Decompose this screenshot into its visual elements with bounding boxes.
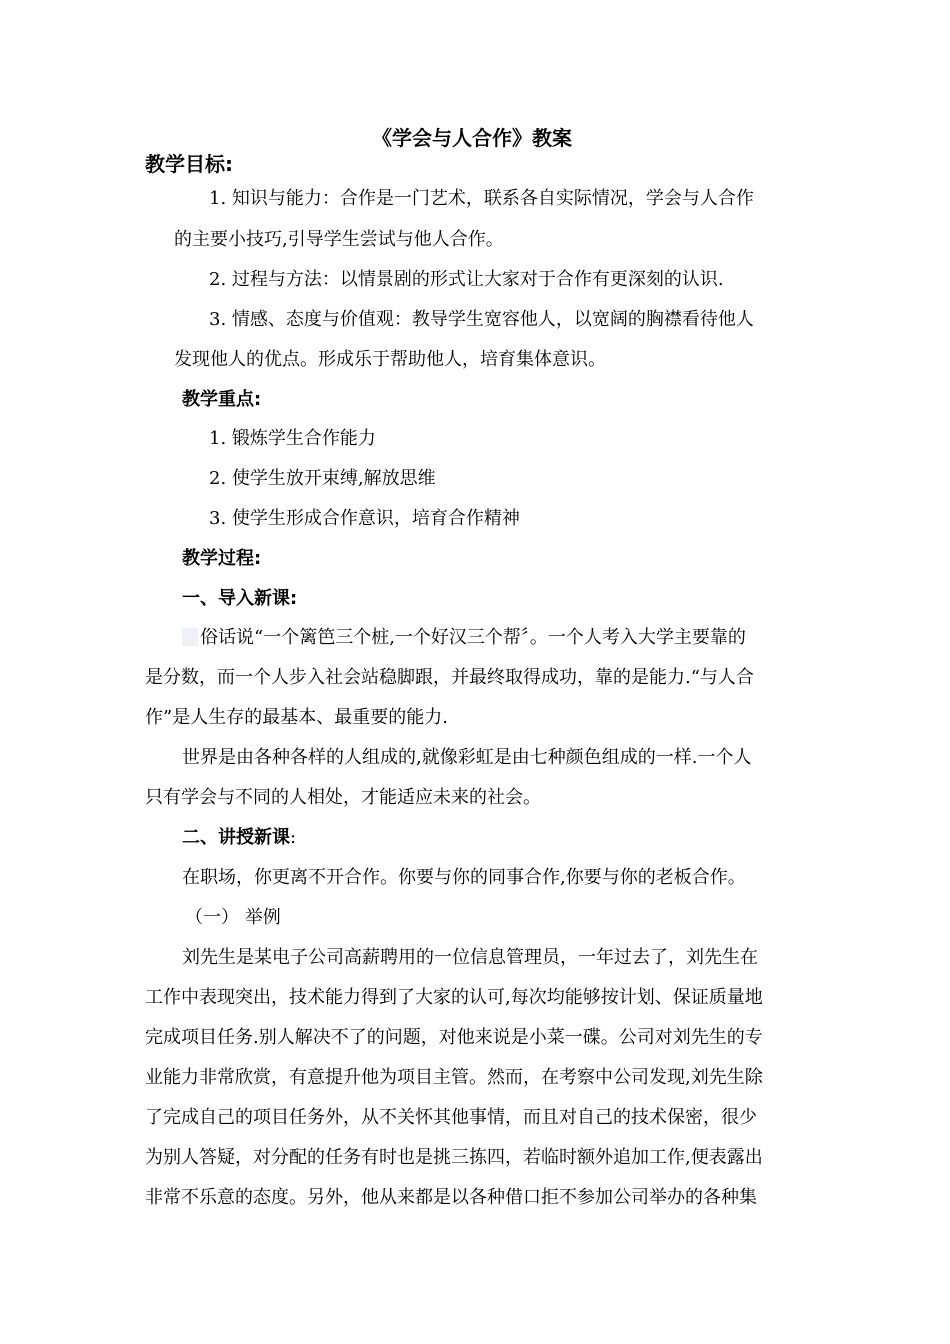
process-heading: 教学过程: [182, 548, 262, 569]
section-1-paragraph-2-line-1: 世界是由各种各样的人组成的,就像彩虹是由七种颜色组成的一样.一个人 [182, 747, 752, 768]
section-1-paragraph-1-line-3: 作”是人生存的最基本、最重要的能力. [145, 707, 448, 728]
section-2-paragraph-2-line: 了完成自己的项目任务外，从不关怀其他事情，而且对自己的技术保密，很少 [145, 1107, 757, 1128]
section-1-paragraph-1-line-2: 是分数，而一个人步入社会站稳脚跟，并最终取得成功，靠的是能力.“与人合 [145, 667, 754, 688]
section-2-heading: 二、讲授新课 [182, 827, 290, 848]
objectives-heading: 教学目标: [145, 152, 233, 176]
section-2-heading-line [182, 826, 296, 850]
key-point-item: 3. 使学生形成合作意识，培育合作精神 [209, 508, 520, 529]
section-1-paragraph-1-line-1 [182, 626, 746, 650]
key-point-item: 1. 锻炼学生合作能力 [209, 428, 376, 449]
section-2-paragraph-2-line: 完成项目任务.别人解决不了的问题，对他来说是小菜一碟。公司对刘先生的专 [145, 1027, 763, 1048]
objective-item-1-line-2: 的主要小技巧,引导学生尝试与他人合作。 [174, 229, 504, 250]
objective-item-1-line-1: 1. 知识与能力：合作是一门艺术，联系各自实际情况，学会与人合作 [209, 188, 754, 209]
key-points-heading: 教学重点: [182, 389, 262, 410]
objective-item-3-line-2: 发现他人的优点。形成乐于帮助他人，培育集体意识。 [174, 349, 606, 370]
document-title: 《学会与人合作》教案 [372, 126, 572, 150]
section-2-subheading: （一） 举例 [185, 907, 281, 928]
section-1-paragraph-2-line-2: 只有学会与不同的人相处，才能适应未来的社会。 [145, 787, 541, 808]
section-2-paragraph-2-line: 非常不乐意的态度。另外，他从来都是以各种借口拒不参加公司举办的各种集 [145, 1187, 757, 1208]
key-point-item: 2. 使学生放开束缚,解放思维 [209, 468, 436, 489]
section-2-paragraph-2-line: 业能力非常欣赏，有意提升他为项目主管。然而，在考察中公司发现,刘先生除 [145, 1067, 763, 1088]
objective-item-3-line-1: 3. 情感、态度与价值观：教导学生宽容他人，以宽阔的胸襟看待他人 [209, 309, 754, 330]
section-2-paragraph-2-line: 工作中表现突出，技术能力得到了大家的认可,每次均能够按计划、保证质量地 [145, 987, 763, 1008]
section-2-paragraph-2-line: 为别人答疑，对分配的任务有时也是挑三拣四，若临时额外追加工作,便表露出 [145, 1147, 763, 1168]
section-2-heading-colon: : [290, 827, 297, 848]
section-1-heading: 一、导入新课: [182, 588, 298, 609]
objective-item-2: 2. 过程与方法：以情景剧的形式让大家对于合作有更深刻的认识. [209, 269, 724, 290]
section-2-paragraph-2-line: 刘先生是某电子公司高薪聘用的一位信息管理员，一年过去了，刘先生在 [182, 947, 758, 968]
paragraph-anchor-marker [182, 628, 198, 646]
section-1-paragraph-1-text: 俗话说“一个篱笆三个桩,一个好汉三个帮〞。一个人考入大学主要靠的 [200, 627, 746, 648]
section-2-paragraph-1: 在职场，你更离不开合作。你要与你的同事合作,你要与你的老板合作。 [182, 867, 746, 888]
